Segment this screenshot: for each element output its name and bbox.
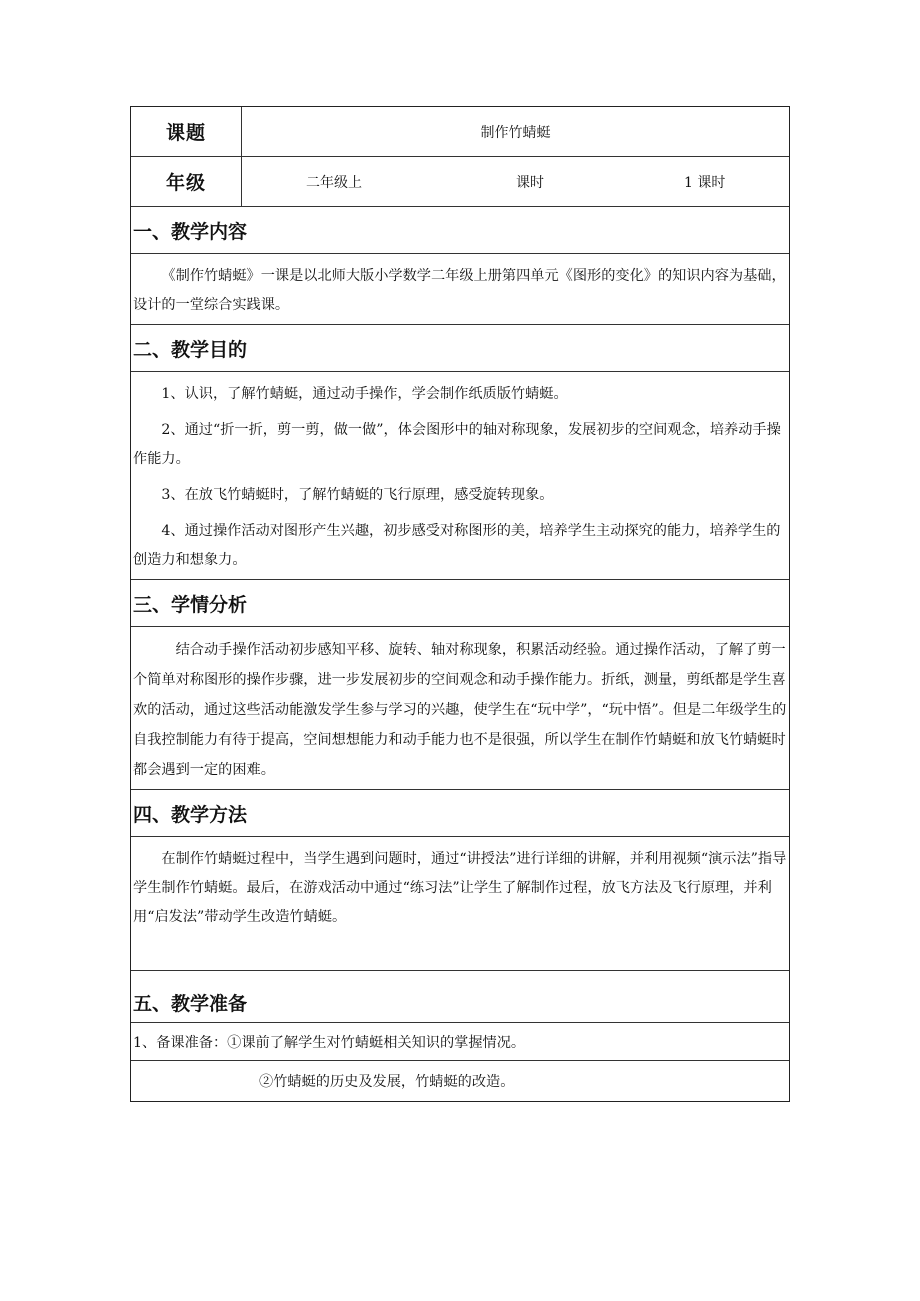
goal-item: 2、通过“折一折，剪一剪，做一做”，体会图形中的轴对称现象，发展初步的空间观念，培养动手操作能力。: [133, 422, 781, 467]
preparation-line: 1、备课准备：①课前了解学生对竹蜻蜓相关知识的掌握情况。: [131, 1023, 789, 1061]
preparation-line: ②竹蜻蜓的历史及发展，竹蜻蜓的改造。: [259, 1074, 515, 1090]
section-title-analysis: 三、学情分析: [131, 580, 789, 627]
topic-value: 制作竹蜻蜓: [480, 124, 551, 141]
period-value: 1 课时: [684, 175, 726, 191]
section-body-goals: [131, 372, 789, 580]
section-body-methods: [131, 837, 789, 971]
topic-row: [131, 107, 789, 157]
grade-info: [242, 157, 789, 206]
content-paragraph: 《制作竹蜻蜓》一课是以北师大版小学数学二年级上册第四单元《图形的变化》的知识内容为基础，设计的一堂综合实践课。: [133, 268, 786, 313]
section-body-content: [131, 254, 789, 325]
grade-row: [131, 157, 789, 207]
section-body-analysis: [131, 627, 789, 790]
section-title-methods: 四、教学方法: [131, 790, 789, 837]
analysis-paragraph: 结合动手操作活动初步感知平移、旋转、轴对称现象，积累活动经验。通过操作活动，了解了剪一个简单对称图形的操作步骤，进一步发展初步的空间观念和动手操作能力。折纸，测量，剪纸都是学生喜欢的活动，通过这些活动能激发学生参与学习的兴趣，使学生在“玩中学”，“玩中悟”。但是二年级学生的自我控制能力有待于提高，空间想想能力和动手能力也不是很强，所以学生在制作竹蜻蜓和放飞竹蜻蜓时都会遇到一定的困难。: [133, 642, 787, 778]
topic-label: 课题: [131, 107, 242, 156]
grade-label: 年级: [131, 157, 242, 206]
goal-item: 1、认识，了解竹蜻蜓，通过动手操作，学会制作纸质版竹蜻蜓。: [161, 386, 568, 402]
lesson-plan-table: [130, 106, 790, 1102]
grade-value: 二年级上: [306, 175, 362, 191]
period-label: 课时: [516, 175, 544, 191]
section-title-goals: 二、教学目的: [131, 325, 789, 372]
goal-item: 4、通过操作活动对图形产生兴趣，初步感受对称图形的美，培养学生主动探究的能力，培养学生的创造力和想象力。: [133, 523, 781, 568]
methods-paragraph: 在制作竹蜻蜓过程中，当学生遇到问题时，通过“讲授法”进行详细的讲解，并利用视频“演示法”指导学生制作竹蜻蜓。最后，在游戏活动中通过“练习法”让学生了解制作过程，放飞方法及飞行原理，并利用“启发法”带动学生改造竹蜻蜓。: [133, 851, 787, 925]
section-title-content: 一、教学内容: [131, 207, 789, 254]
section-title-preparation: 五、教学准备: [131, 971, 789, 1023]
goal-item: 3、在放飞竹蜻蜓时，了解竹蜻蜓的飞行原理，感受旋转现象。: [161, 487, 554, 503]
